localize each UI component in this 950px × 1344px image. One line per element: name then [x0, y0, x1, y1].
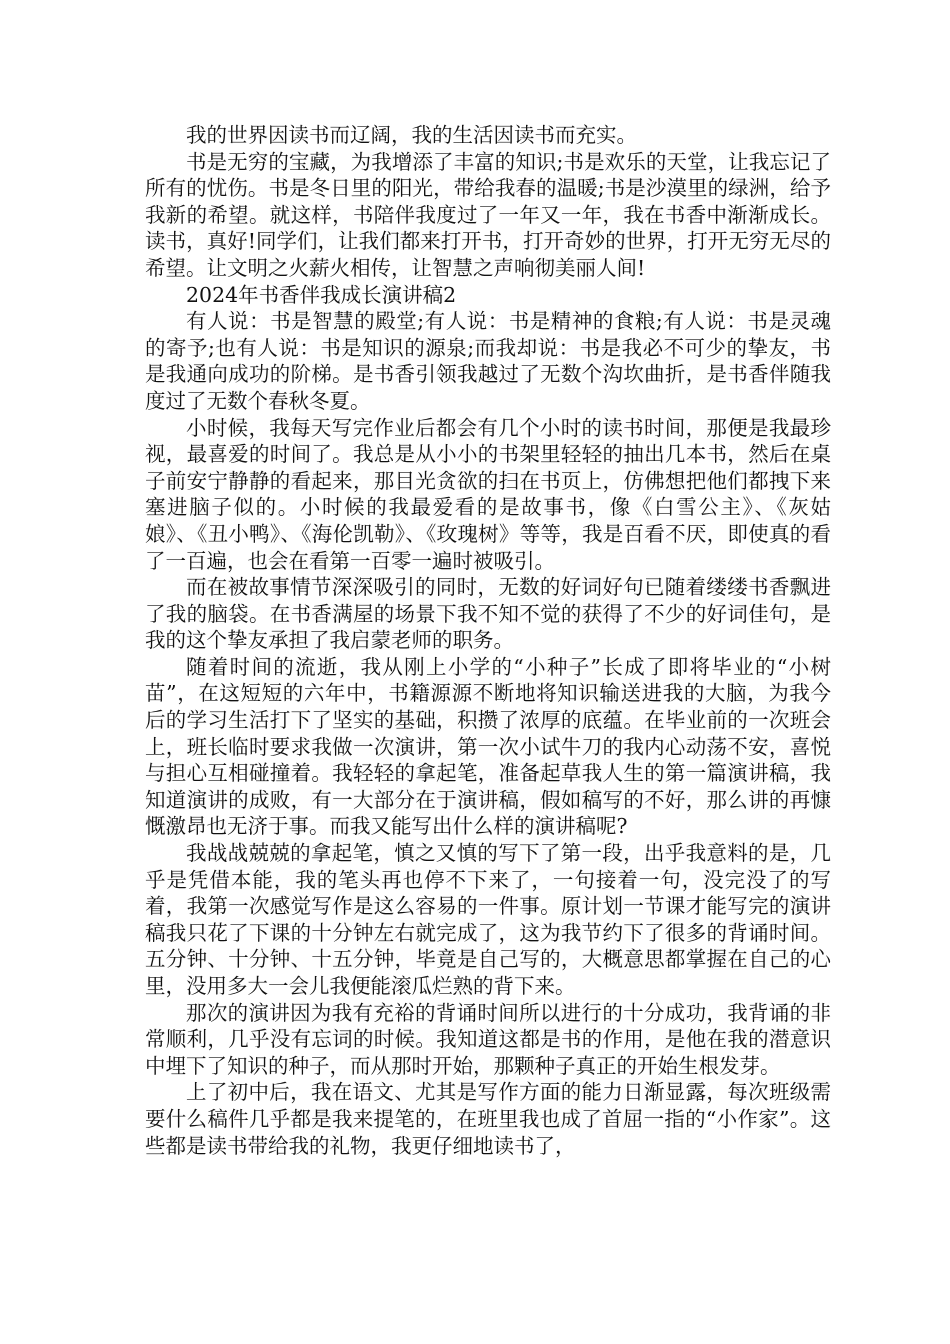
document-body [145, 122, 831, 1159]
paragraph-9: 上了初中后，我在语文、尤其是写作方面的能力日渐显露，每次班级需要什么稿件几乎都是我来提笔的，在班里我也成了首屈一指的“小作家”。这些都是读书带给我的礼物，我更仔细地读书了， [145, 1080, 831, 1158]
paragraph-8: 那次的演讲因为我有充裕的背诵时间所以进行的十分成功，我背诵的非常顺利，几乎没有忘词的时候。我知道这都是书的作用，是他在我的潜意识中埋下了知识的种子，而从那时开始，那颗种子真正的开始生根发芽。 [145, 1000, 831, 1078]
paragraph-3: 有人说：书是智慧的殿堂;有人说：书是精神的食粮;有人说：书是灵魂的寄予;也有人说：书是知识的源泉;而我却说：书是我必不可少的挚友，书是我通向成功的阶梯。是书香引领我越过了无数个沟坎曲折，是书香伴随我度过了无数个春秋冬夏。 [145, 309, 831, 413]
paragraph-4: 小时候，我每天写完作业后都会有几个小时的读书时间，那便是我最珍视，最喜爱的时间了。我总是从小小的书架里轻轻的抽出几本书，然后在桌子前安宁静静的看起来，那目光贪欲的扫在书页上，仿佛想把他们都拽下来塞进脑子似的。小时候的我最爱看的是故事书，像《白雪公主》、《灰姑娘》、《丑小鸭》、《海伦凯勒》、《玫瑰树》等等，我是百看不厌，即使真的看了一百遍，也会在看第一百零一遍时被吸引。 [145, 415, 831, 573]
paragraph-5: 而在被故事情节深深吸引的同时，无数的好词好句已随着缕缕书香飘进了我的脑袋。在书香满屋的场景下我不知不觉的获得了不少的好词佳句，是我的这个挚友承担了我启蒙老师的职务。 [145, 575, 831, 653]
paragraph-6: 随着时间的流逝，我从刚上小学的“小种子”长成了即将毕业的“小树苗”，在这短短的六年中，书籍源源不断地将知识输送进我的大脑，为我今后的学习生活打下了坚实的基础，积攒了浓厚的底蕴。在毕业前的一次班会上，班长临时要求我做一次演讲，第一次小试牛刀的我内心动荡不安，喜悦与担心互相碰撞着。我轻轻的拿起笔，准备起草我人生的第一篇演讲稿，我知道演讲的成败，有一大部分在于演讲稿，假如稿写的不好，那么讲的再慷慨激昂也无济于事。而我又能写出什么样的演讲稿呢? [145, 654, 831, 839]
paragraph-7: 我战战兢兢的拿起笔，慎之又慎的写下了第一段，出乎我意料的是，几乎是凭借本能，我的笔头再也停不下来了，一句接着一句，没完没了的写着，我第一次感觉写作是这么容易的一件事。原计划一节课才能写完的演讲稿我只花了下课的十分钟左右就完成了，这为我节约下了很多的背诵时间。五分钟、十分钟、十五分钟，毕竟是自己写的，大概意思都掌握在自己的心里，没用多大一会儿我便能滚瓜烂熟的背下来。 [145, 841, 831, 998]
section-title: 2024年书香伴我成长演讲稿2 [186, 282, 457, 307]
paragraph-2: 书是无穷的宝藏，为我增添了丰富的知识;书是欢乐的天堂，让我忘记了所有的忧伤。书是冬日里的阳光，带给我春的温暖;书是沙漠里的绿洲，给予我新的希望。就这样，书陪伴我度过了一年又一年，我在书香中渐渐成长。读书，真好!同学们，让我们都来打开书，打开奇妙的世界，打开无穷无尽的希望。让文明之火薪火相传，让智慧之声响彻美丽人间! [145, 149, 831, 280]
paragraph-1: 我的世界因读书而辽阔，我的生活因读书而充实。 [186, 123, 637, 147]
